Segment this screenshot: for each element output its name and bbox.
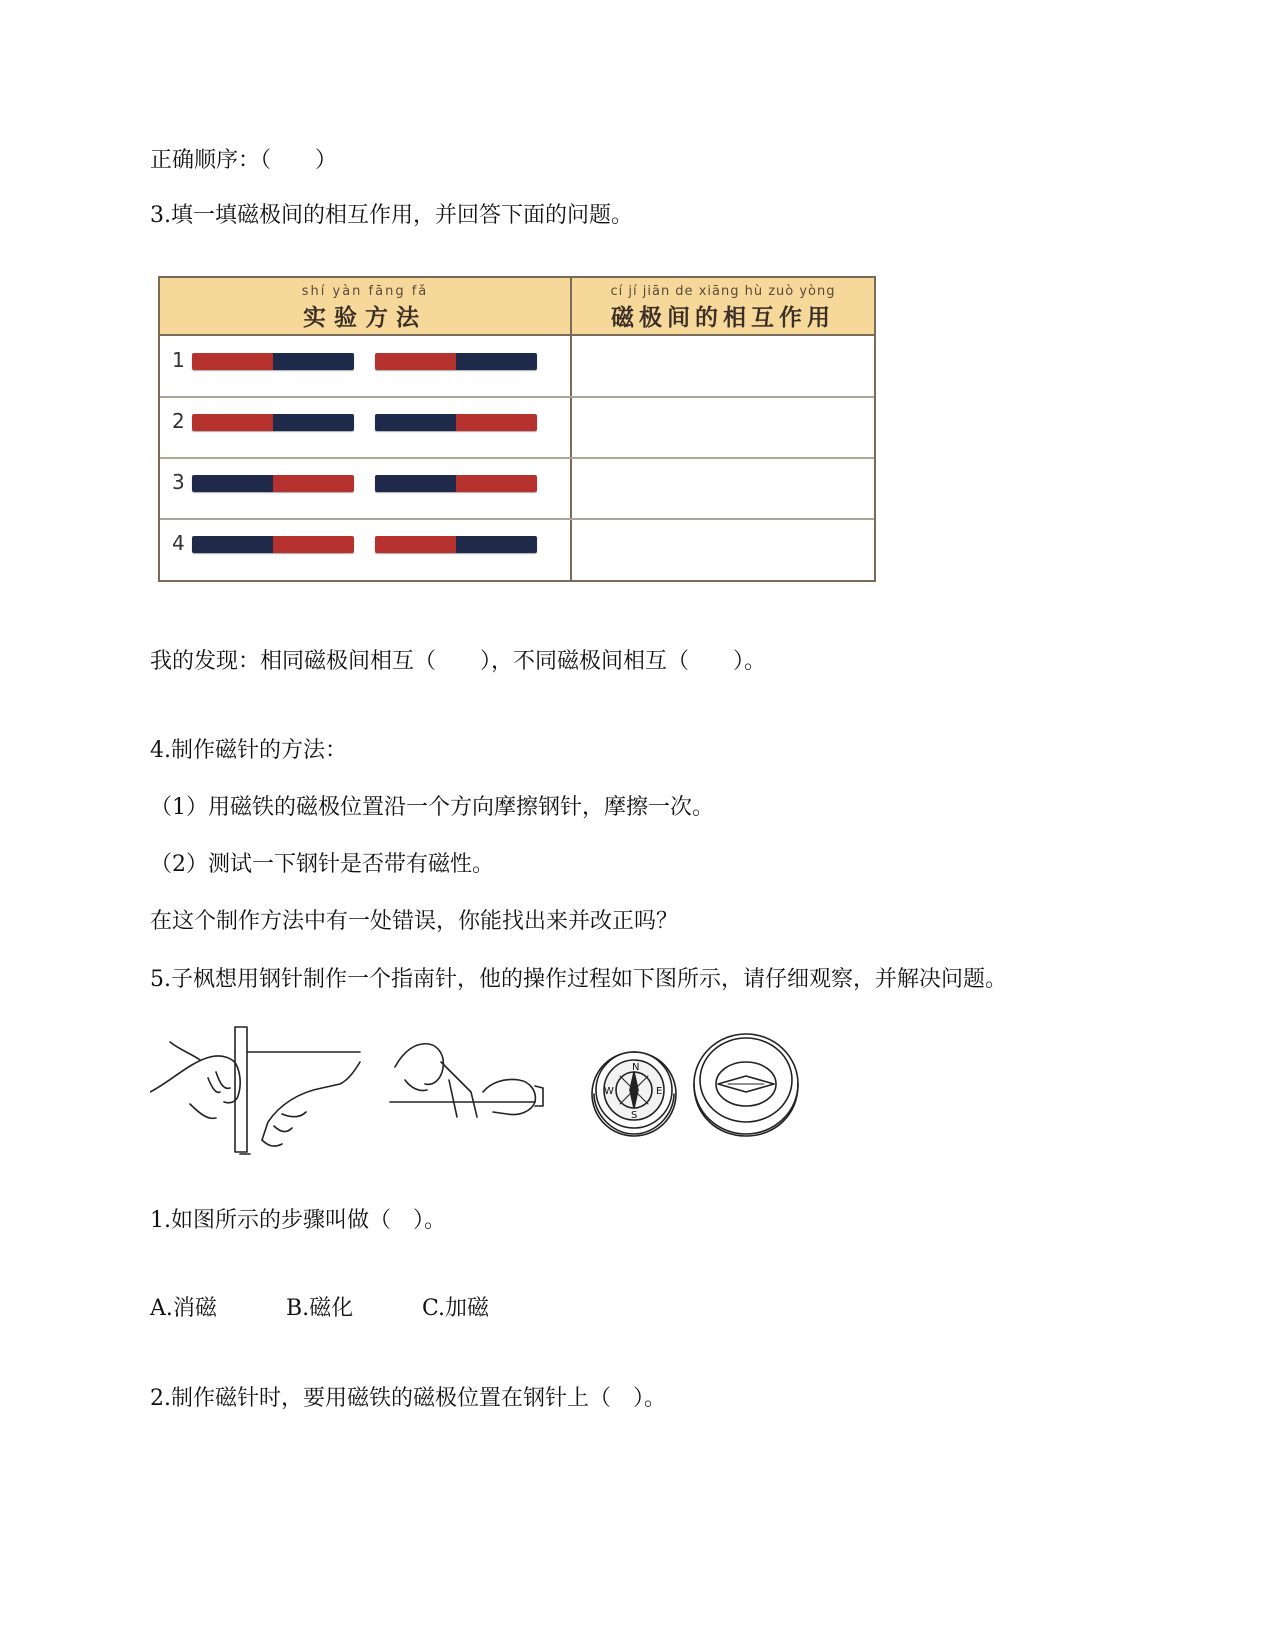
question-5-2: 2.制作磁针时，要用磁铁的磁极位置在钢针上（ ）。	[150, 1386, 666, 1411]
column-divider	[570, 278, 572, 580]
row-divider	[160, 457, 874, 459]
compass-letter-n: N	[632, 1062, 640, 1073]
question-5-1: 1.如图所示的步骤叫做（ ）。	[150, 1208, 446, 1233]
option-c[interactable]: C.加磁	[422, 1296, 490, 1321]
result-cell[interactable]	[580, 340, 870, 394]
question-4-ask: 在这个制作方法中有一处错误，你能找出来并改正吗？	[150, 909, 679, 934]
magnet-red-pole	[456, 475, 537, 492]
question-5: 5.子枫想用钢针制作一个指南针，他的操作过程如下图所示，请仔细观察，并解决问题。	[150, 967, 1007, 992]
stroking-hands-figure	[150, 1027, 360, 1154]
magnet-navy-pole	[273, 353, 354, 370]
answer-order-line: 正确顺序：（ ）	[150, 148, 338, 173]
magnet-navy-pole	[375, 475, 456, 492]
interaction-pinyin: cí jí jiān de xiāng hù zuò yòng	[610, 284, 836, 299]
row-number: 2	[172, 409, 185, 433]
floating-needle-dish-icon	[694, 1034, 798, 1136]
row-divider	[160, 396, 874, 398]
procedure-illustration	[150, 1022, 810, 1162]
magnet-red-pole	[192, 414, 273, 431]
bar-magnet	[375, 353, 537, 370]
magnet-red-pole	[375, 353, 456, 370]
bar-magnet	[375, 475, 537, 492]
bar-magnet	[375, 414, 537, 431]
magnet-navy-pole	[375, 414, 456, 431]
row-divider	[160, 518, 874, 520]
bar-magnet	[192, 475, 354, 492]
magnet-red-pole	[456, 414, 537, 431]
magnet-experiment-table	[158, 276, 876, 582]
magnet-navy-pole	[192, 536, 273, 553]
result-cell[interactable]	[580, 400, 870, 454]
bar-magnet	[192, 353, 354, 370]
magnet-red-pole	[192, 353, 273, 370]
method-pinyin: shí yàn fāng fǎ	[301, 284, 429, 299]
testing-needle-figure	[390, 1044, 543, 1117]
bar-magnet	[192, 536, 354, 553]
compass-letter-e: E	[656, 1086, 663, 1097]
header-method	[160, 278, 570, 334]
row-number: 4	[172, 531, 185, 555]
option-b[interactable]: B.磁化	[286, 1296, 354, 1321]
magnet-red-pole	[375, 536, 456, 553]
question-4: 4.制作磁针的方法：	[150, 738, 347, 763]
result-cell[interactable]	[580, 461, 870, 515]
option-a[interactable]: A.消磁	[150, 1296, 217, 1321]
magnet-navy-pole	[192, 475, 273, 492]
finding-line: 我的发现：相同磁极间相互（ ），不同磁极间相互（ ）。	[150, 649, 767, 674]
compass-letter-w: W	[604, 1086, 614, 1097]
bar-magnet	[375, 536, 537, 553]
magnet-navy-pole	[273, 414, 354, 431]
bar-magnet	[192, 414, 354, 431]
row-number: 3	[172, 470, 185, 494]
table-header	[160, 278, 874, 336]
magnet-navy-pole	[456, 353, 537, 370]
magnet-red-pole	[273, 536, 354, 553]
question-3: 3.填一填磁极间的相互作用，并回答下面的问题。	[150, 203, 633, 228]
method-title: 实验方法	[303, 305, 427, 331]
compass-letter-s: S	[631, 1110, 638, 1121]
question-4-step-2: （2）测试一下钢针是否带有磁性。	[150, 852, 494, 877]
compass-icon	[592, 1052, 676, 1136]
row-number: 1	[172, 348, 185, 372]
magnet-red-pole	[273, 475, 354, 492]
question-4-step-1: （1）用磁铁的磁极位置沿一个方向摩擦钢针，摩擦一次。	[150, 795, 714, 820]
interaction-title: 磁极间的相互作用	[611, 305, 835, 331]
result-cell[interactable]	[580, 522, 870, 576]
header-interaction	[572, 278, 874, 334]
magnet-navy-pole	[456, 536, 537, 553]
